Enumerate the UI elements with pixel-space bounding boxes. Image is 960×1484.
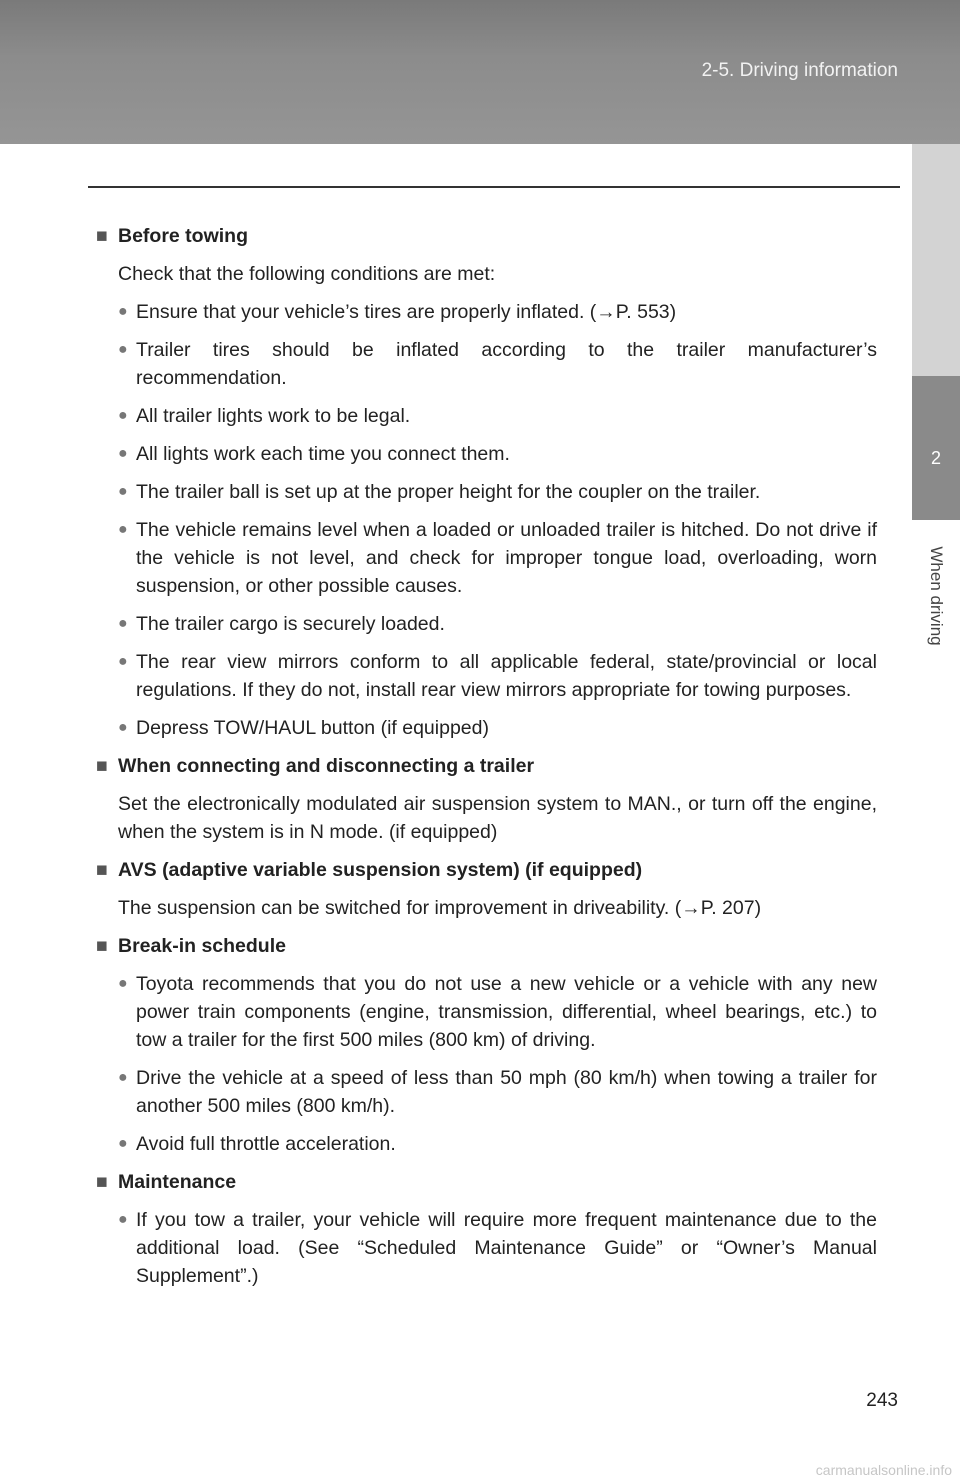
- list-item: ● The rear view mirrors conform to all applicable federal, state/provincial or local regulations. If they do not, install rear view mirrors appropriate for towing purposes.: [118, 648, 877, 704]
- circle-bullet-icon: ●: [118, 1069, 128, 1086]
- header-rule: [88, 186, 900, 188]
- circle-bullet-icon: ●: [118, 445, 128, 462]
- chapter-number: 2: [930, 448, 941, 468]
- square-bullet-icon: ■: [96, 1171, 108, 1193]
- circle-bullet-icon: ●: [118, 1135, 128, 1152]
- list-item: ● Trailer tires should be inflated according to the trailer manufacturer’s recommendation.: [118, 336, 877, 392]
- page-header: [0, 0, 960, 144]
- list-item: ● Avoid full throttle acceleration.: [118, 1130, 877, 1158]
- heading-before-towing: ■ Before towing: [96, 222, 877, 250]
- list-item: ● Toyota recommends that you do not use a new vehicle or a vehicle with any new power train components (engine, transmission, differential, wheel bearings, etc.) to tow a trailer for the first 500 miles (800 km) of driving.: [118, 970, 877, 1054]
- chapter-title: When driving: [927, 546, 946, 646]
- heading-break-in: ■ Break-in schedule: [96, 932, 877, 960]
- list-item: ● Ensure that your vehicle’s tires are properly inflated. (→P. 553): [118, 298, 877, 326]
- list-item: ● The vehicle remains level when a loaded or unloaded trailer is hitched. Do not drive if the vehicle is not level, and check for improper tongue load, overloading, worn suspension, or other possible causes.: [118, 516, 877, 600]
- list-item: ● All trailer lights work to be legal.: [118, 402, 877, 430]
- connecting-text: Set the electronically modulated air suspension system to MAN., or turn off the engine, when the system is in N mode. (if equipped): [118, 793, 877, 843]
- list-item: ● If you tow a trailer, your vehicle will require more frequent maintenance due to the additional load. (See “Scheduled Maintenance Guide” or “Owner’s Manual Supplement”.): [118, 1206, 877, 1290]
- list-item: ● The trailer cargo is securely loaded.: [118, 610, 877, 638]
- section-title: 2-5. Driving information: [701, 60, 898, 81]
- list-item: ● All lights work each time you connect them.: [118, 440, 877, 468]
- circle-bullet-icon: ●: [118, 483, 128, 500]
- heading-avs: ■ AVS (adaptive variable suspension system) (if equipped): [96, 856, 877, 884]
- heading-connecting-trailer: ■ When connecting and disconnecting a trailer: [96, 752, 877, 780]
- square-bullet-icon: ■: [96, 755, 108, 777]
- circle-bullet-icon: ●: [118, 653, 128, 670]
- circle-bullet-icon: ●: [118, 1211, 128, 1228]
- list-item: ● Drive the vehicle at a speed of less than 50 mph (80 km/h) when towing a trailer for another 500 miles (800 km/h).: [118, 1064, 877, 1120]
- avs-text: The suspension can be switched for improvement in driveability. (→P. 207): [118, 897, 762, 919]
- circle-bullet-icon: ●: [118, 341, 128, 358]
- circle-bullet-icon: ●: [118, 975, 128, 992]
- circle-bullet-icon: ●: [118, 407, 128, 424]
- circle-bullet-icon: ●: [118, 521, 128, 538]
- circle-bullet-icon: ●: [118, 615, 128, 632]
- page-number: 243: [866, 1390, 898, 1411]
- square-bullet-icon: ■: [96, 859, 108, 881]
- list-item: ● The trailer ball is set up at the proper height for the coupler on the trailer.: [118, 478, 877, 506]
- watermark: carmanualsonline.info: [815, 1462, 952, 1478]
- square-bullet-icon: ■: [96, 935, 108, 957]
- circle-bullet-icon: ●: [118, 303, 128, 320]
- list-item: ● Depress TOW/HAUL button (if equipped): [118, 714, 877, 742]
- heading-maintenance: ■ Maintenance: [96, 1168, 877, 1196]
- square-bullet-icon: ■: [96, 225, 108, 247]
- page-content: [96, 212, 877, 1290]
- circle-bullet-icon: ●: [118, 719, 128, 736]
- before-towing-intro: Check that the following conditions are met:: [118, 263, 496, 285]
